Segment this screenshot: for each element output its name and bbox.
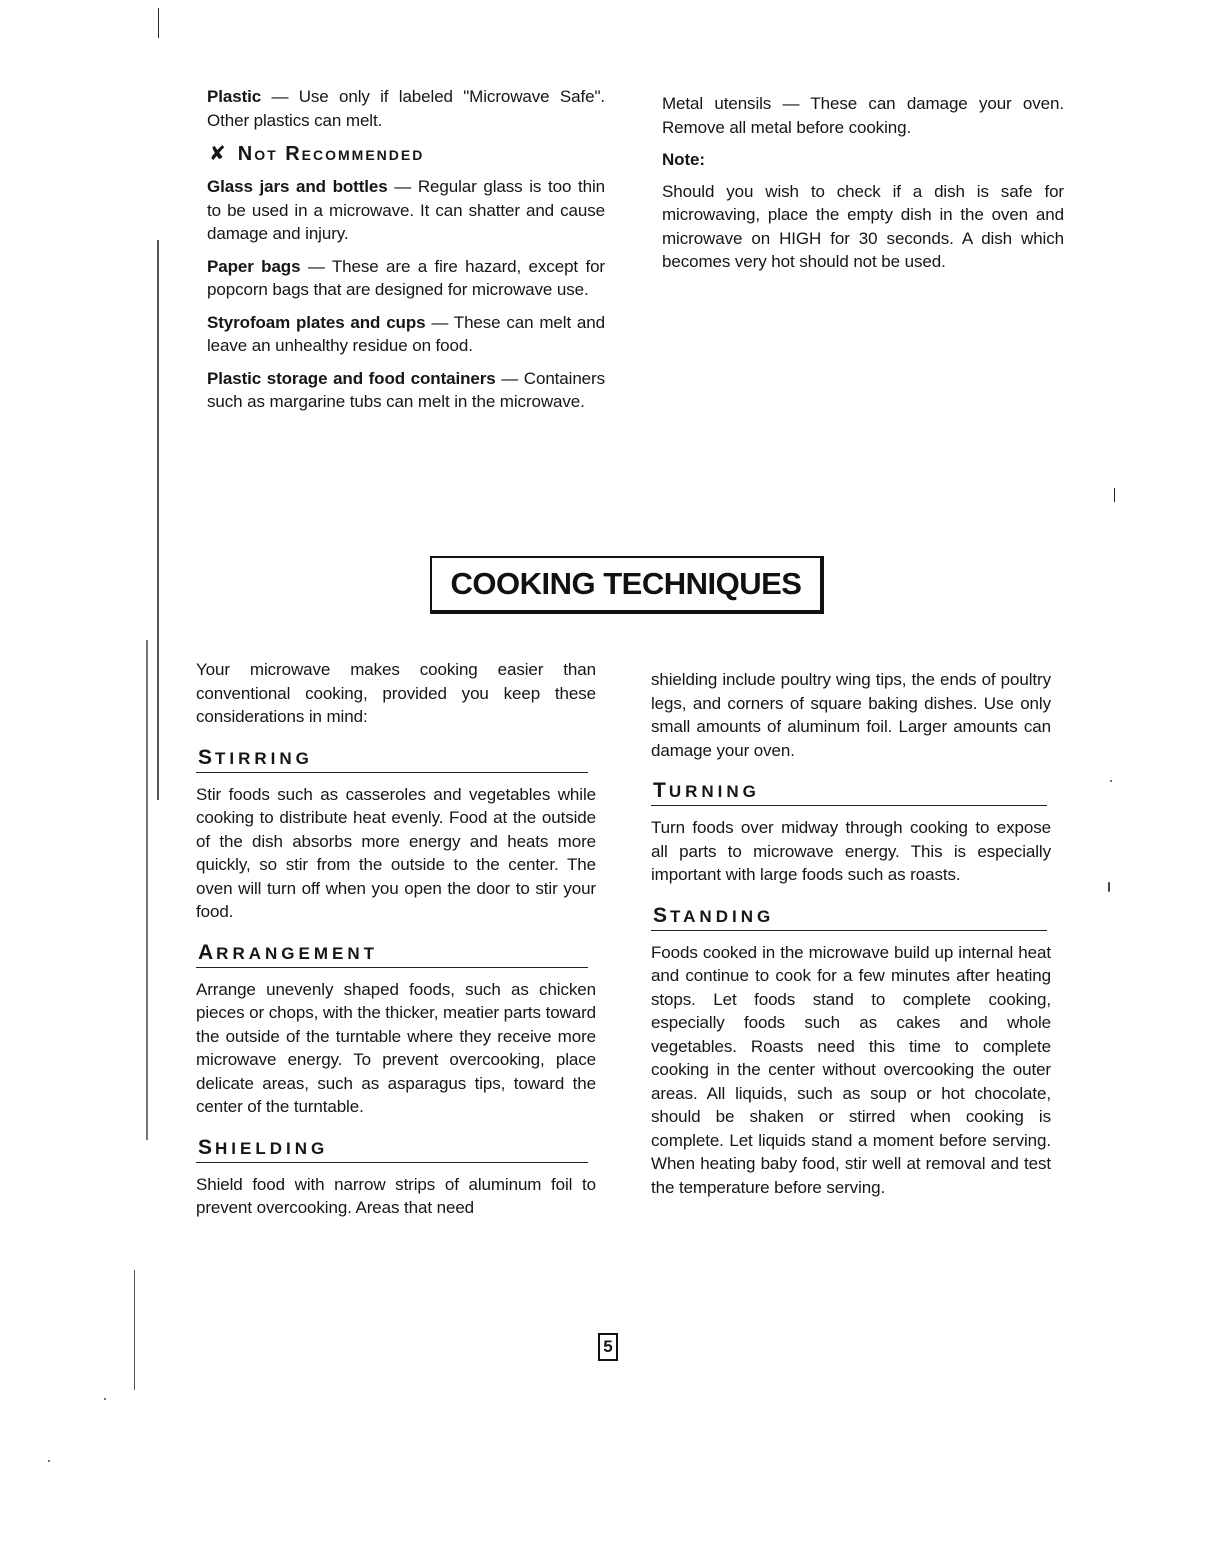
item-label: Styrofoam plates and cups — [207, 312, 426, 332]
section-title: COOKING TECHNIQUES — [450, 566, 802, 601]
heading-rest: TANDING — [670, 906, 775, 926]
standing-heading — [651, 905, 1047, 931]
shielding-continued-text: shielding include poultry wing tips, the ends of poultry legs, and corners of square baking dishes. Use only small amounts of aluminum foil. Larger amounts can damage your oven. — [651, 670, 1051, 760]
item-label: Glass jars and bottles — [207, 177, 388, 196]
turning-heading — [651, 780, 1047, 806]
not-recommended-item — [207, 367, 605, 414]
item-text: — Regular glass is too thin to be used in a microwave. It can shatter and cause damage and injury. — [207, 177, 605, 243]
heading-initial: A — [198, 940, 217, 964]
page-number: 5 — [598, 1333, 618, 1361]
arrangement-heading — [196, 942, 588, 968]
scan-mark — [1114, 488, 1115, 502]
not-recommended-item — [207, 311, 605, 358]
arrangement-text: Arrange unevenly shaped foods, such as chicken pieces or chops, with the thicker, meatier parts toward the outside of the turntable where they receive more microwave energy. To prevent overcooking, place delicate areas, such as asparagus tips, toward the center of the turntable. — [196, 979, 596, 1116]
metal-utensils-paragraph: Metal utensils — These can damage your oven. Remove all metal before cooking. — [662, 94, 1064, 137]
techniques-right-column — [651, 668, 1051, 1208]
binding-edge — [146, 640, 148, 1140]
not-recommended-title: Not Recommended — [237, 143, 425, 165]
item-text: — These can melt and leave an unhealthy residue on food. — [207, 312, 605, 355]
item-label: Paper bags — [207, 256, 301, 276]
binding-edge — [158, 8, 159, 38]
scan-speck — [1110, 780, 1112, 782]
heading-rest: URNING — [668, 782, 760, 801]
note-paragraph: Should you wish to check if a dish is safe for microwaving, place the empty dish in the oven and microwave on HIGH for 30 seconds. A dish which becomes very hot should not be used. — [662, 181, 1064, 271]
binding-edge — [134, 1270, 135, 1390]
shielding-heading — [196, 1137, 588, 1163]
note-label: Note: — [662, 150, 705, 169]
not-recommended-item — [207, 175, 605, 246]
item-text: — Containers such as margarine tubs can melt in the microwave. — [207, 368, 606, 411]
techniques-left-column — [196, 658, 596, 1229]
heading-rest: RRANGEMENT — [216, 943, 379, 963]
plastic-text: — Use only if labeled "Microwave Safe". Other plastics can melt. — [207, 87, 605, 130]
stirring-text: Stir foods such as casseroles and vegetables while cooking to distribute heat evenly. Food at the outside of the dish absorbs more energy and heats more quickly, so stir from the outside to the center. The oven will turn off when you open the door to stir your food. — [196, 784, 596, 921]
heading-initial: S — [198, 745, 216, 769]
heading-initial: S — [653, 903, 671, 927]
stirring-heading — [196, 747, 588, 773]
not-recommended-heading — [209, 141, 605, 167]
shielding-text: Shield food with narrow strips of aluminum foil to prevent overcooking. Areas that need — [196, 1174, 596, 1217]
plastic-paragraph — [207, 85, 605, 132]
scan-speck — [1108, 882, 1110, 892]
top-left-column — [207, 85, 605, 423]
binding-edge — [157, 240, 159, 800]
section-title-box — [430, 556, 824, 614]
intro-paragraph: Your microwave makes cooking easier than conventional cooking, provided you keep these considerations in mind: — [196, 660, 596, 726]
standing-text: Foods cooked in the microwave build up internal heat and continue to cook for a few minutes after heating stops. Let foods stand to complete cooking, especially foods such as cakes and whole vegetables. Roasts need this time to complete cooking in the center without overcooking the outer areas. All liquids, such as soup or hot chocolate, should be shaken or stirred when cooking is complete. Let liquids stand a moment before serving. When heating baby food, stir well at removal and test the temperature before serving. — [651, 942, 1051, 1197]
top-right-column — [662, 92, 1064, 283]
item-label: Plastic storage and food containers — [207, 368, 496, 388]
x-icon: ✘ — [209, 143, 228, 165]
scan-speck — [48, 1460, 50, 1462]
heading-initial: T — [653, 779, 669, 802]
heading-initial: S — [198, 1135, 216, 1159]
plastic-label: Plastic — [207, 87, 262, 106]
scan-speck — [104, 1398, 106, 1400]
turning-text: Turn foods over midway through cooking to expose all parts to microwave energy. This is especially important with large foods such as roasts. — [651, 818, 1051, 884]
heading-rest: HIELDING — [215, 1138, 329, 1158]
not-recommended-item — [207, 255, 605, 302]
heading-rest: TIRRING — [215, 748, 313, 768]
item-text: — These are a fire hazard, except for popcorn bags that are designed for microwave use. — [207, 256, 605, 299]
